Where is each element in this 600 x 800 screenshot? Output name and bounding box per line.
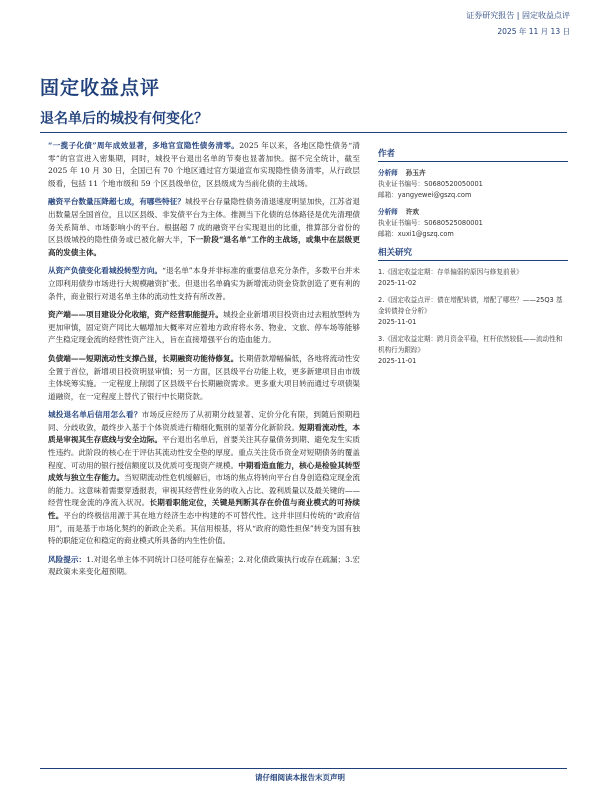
risk-text: 1.对退名单主体不同统计口径可能存在偏差；2.对化债政策执行或存在疏漏；3.宏观政策未来变化超预期。 (48, 554, 361, 577)
author-name: 许欢 (405, 208, 419, 216)
main-body (48, 140, 360, 585)
author-license: 执业证书编号：S0680520050001 (378, 180, 483, 188)
paragraph-text: 城投平台存量隐性债务清退速度明显加快，江苏省退出数量居全国首位，且以区县级、非发债平台为主体。推测当下化债的总体路径是优先清理债务关系简单、市场影响小的平台。根据超 7 成的融资平台实现退出的比重，推算部分省份的区县级城投的隐性债务或已被化解大半， (48, 197, 360, 245)
paragraph-lead: 融资平台数量压降超七成，有哪些特征？ (48, 197, 185, 207)
author-license: 执业证书编号：S0680525080001 (378, 219, 483, 227)
related-title[interactable]: 1.《固定收益定期：存单偏弱的原因与修复前景》 (378, 268, 523, 276)
paragraph-5 (48, 353, 360, 403)
author-name: 孙玉卉 (405, 169, 426, 177)
author-email[interactable]: 邮箱：xuxi1@gszq.com (378, 230, 454, 238)
related-item[interactable] (378, 334, 568, 367)
page-title: 固定收益点评 (40, 77, 161, 99)
paragraph-lead: 资产端——项目建设分化收缩，资产经营职能提升。 (48, 310, 224, 320)
paragraph-3 (48, 265, 360, 303)
paragraph-text: “退名单”本身并非标准的重要信息充分条件，多数平台并未立即利用债券市场进行大规模融资扩张。但退出名单确实为新增流动资金贷款创造了更有利的条件，商业银行对退名单主体的流动性支持有所改善。 (48, 266, 361, 301)
paragraph-lead: 负债端——短期流动性支撑凸显，长期融资功能待修复。 (48, 353, 239, 363)
authors-heading: 作者 (378, 147, 568, 162)
related-date: 2025-11-02 (378, 279, 417, 287)
author-block (378, 168, 568, 201)
paragraph-1 (48, 140, 360, 190)
report-date: 2025 年 11 月 13 日 (497, 27, 570, 36)
paragraph-text: 平台的终极信用源于其在地方经济生态中构建的不可替代性。这并非回归传统的“政府信用”，而是基于市场化契约的新政企关系。其信用根基，将从“政府的隐性担保”转变为国有独特的职能定位和稳定的商业模式所具备的内生性价值。 (48, 511, 360, 546)
sidebar (378, 147, 568, 373)
paragraph-emphasis: 长期看职能定位，关键是判断其存在价值与商业模式的可持续性。 (48, 498, 360, 521)
paragraph-text: 当短期流动性危机缓解后，市场的焦点将转向平台自身创造稳定现金流的能力。这意味着需要穿透报表，审视其经营性业务的收入占比、盈利质量以及最关键的——经营性现金流的净流入状况。 (48, 473, 361, 508)
footer-disclaimer: 请仔细阅读本报告末页声明 (255, 773, 345, 782)
paragraph-text: 2025 年以来，各地区隐性债务“清零”的官宣进入密集期，同时，城投平台退出名单的节奏也显著加快。据不完全统计，截至 2025 年 10 月 30 日，全国已有 70 个地区通过官方渠道宣布实现隐性债务清零，从行政层级看，包括 11 个地市级和 59 个区县级单位，区县级成为当前化债的主战场。 (48, 141, 361, 188)
risk-lead: 风险提示： (48, 554, 87, 564)
paragraph-emphasis: 下一阶段“退名单”工作的主战场，或集中在层级更高的发债主体。 (48, 235, 361, 257)
paragraph-4 (48, 309, 360, 347)
paragraph-2 (48, 196, 360, 259)
paragraph-lead: “一揽子化债”周年成效显著，多地官宣隐性债务清零。 (48, 141, 240, 150)
related-item[interactable] (378, 295, 568, 328)
paragraph-6 (48, 409, 360, 548)
related-title[interactable]: 2.《固定收益点评：债在增配转债，增配了哪些？——25Q3 基金转债持仓分析》 (378, 296, 563, 315)
risk-warning (48, 554, 360, 579)
related-heading: 相关研究 (378, 246, 568, 261)
paragraph-lead: 城投退名单后信用怎么看？ (48, 410, 142, 420)
author-role: 分析师 (378, 208, 398, 216)
footer-divider (40, 768, 567, 769)
related-date: 2025-11-01 (378, 357, 417, 365)
paragraph-emphasis: 中期看造血能力，核心是检验其转型成效与独立生存能力。 (48, 460, 361, 483)
report-header (370, 10, 570, 38)
related-title[interactable]: 3.《固定收益定期：跨月资金平稳，杠杆依然较低——流动性和机构行为跟踪》 (378, 335, 563, 354)
paragraph-text: 市场反应经历了从初期分歧显著、定价分化有限，到随后预期趋同、分歧收敛，最终步入基于个体资质进行精细化甄别的显著分化新阶段。 (48, 410, 361, 432)
paragraph-emphasis: 短期看流动性，本质是审视其生存底线与安全边际。 (48, 422, 361, 445)
title-divider (40, 132, 567, 133)
report-type: 证券研究报告 | 固定收益点评 (466, 11, 570, 20)
related-item[interactable] (378, 267, 568, 289)
paragraph-text: 城投企业新增项目投资由过去粗放型转为更加审慎，固定资产同比大幅增加大概率对应着地方政府将水务、物业、文旅、停车场等能够产生稳定现金流的经营性资产注入，旨在直接增强平台的造血能力。 (48, 310, 361, 345)
author-role: 分析师 (378, 169, 398, 177)
page-subtitle: 退名单后的城投有何变化？ (40, 111, 208, 127)
author-block (378, 207, 568, 240)
paragraph-lead: 从资产负债变化看城投转型方向。 (48, 266, 163, 276)
paragraph-text: 平台退出名单后，首要关注其存量债务到期、避免发生实质性违约。此阶段的核心在于评估其流动性安全垫的厚度。重点关注货币资金对短期债务的覆盖程度、可动用的银行授信额度以及优质可变现资产规模。 (48, 435, 361, 470)
author-email[interactable]: 邮箱：yangyewei@gszq.com (378, 191, 472, 199)
related-date: 2025-11-01 (378, 318, 417, 326)
paragraph-text: 长期借款增幅偏低，各地将流动性安全置于首位，新增项目投资明显审慎；另一方面，区县级平台功能上收，更多新建项目由市级主体统筹实施。一定程度上削弱了区县级平台长期融资需求。更多重大项目转而通过专项债渠道融资，在一定程度上替代了银行中长期贷款。 (48, 353, 361, 401)
